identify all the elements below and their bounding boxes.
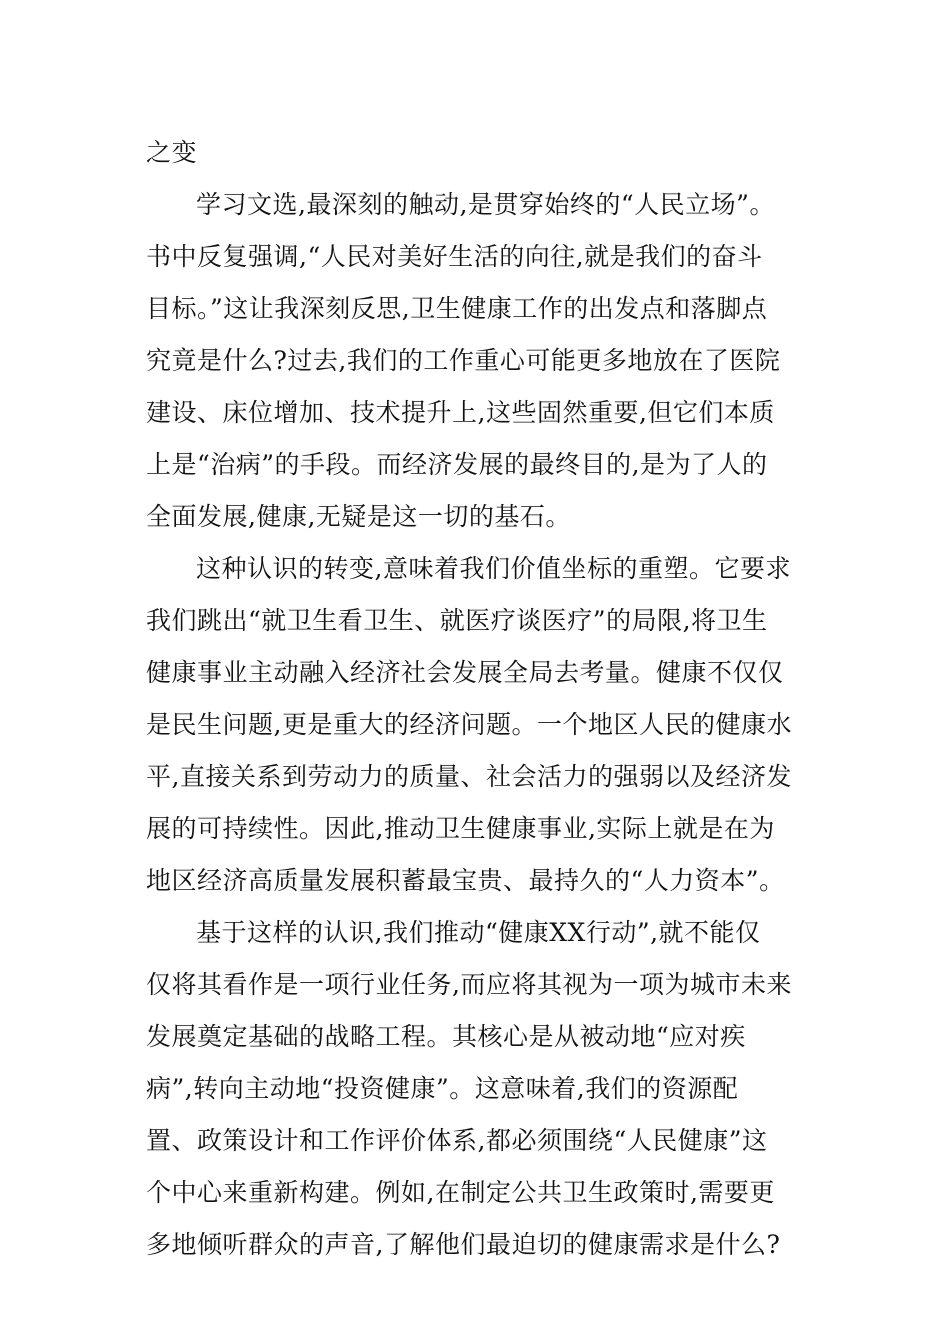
text-line: 我们跳出“就卫生看卫生、就医疗谈医疗”的局限,将卫生 bbox=[146, 606, 768, 635]
text-line: 基于这样的认识,我们推动“健康XX行动”,就不能仅 bbox=[196, 918, 761, 947]
text-line: 发展奠定基础的战略工程。其核心是从被动地“应对疾 bbox=[146, 1022, 746, 1051]
text-line: 目标。”这让我深刻反思,卫生健康工作的出发点和落脚点 bbox=[146, 294, 768, 323]
text-line: 上是“治病”的手段。而经济发展的最终目的,是为了人的 bbox=[146, 450, 768, 479]
text-line: 病”,转向主动地“投资健康”。这意味着,我们的资源配 bbox=[146, 1074, 739, 1103]
text-line: 展的可持续性。因此,推动卫生健康事业,实际上就是在为 bbox=[146, 814, 775, 843]
text-line: 个中心来重新构建。例如,在制定公共卫生政策时,需要更 bbox=[146, 1178, 775, 1207]
text-line: 是民生问题,更是重大的经济问题。一个地区人民的健康水 bbox=[146, 710, 792, 739]
text-line: 之变 bbox=[146, 138, 198, 167]
text-line: 学习文选,最深刻的触动,是贯穿始终的“人民立场”。 bbox=[196, 190, 775, 219]
text-line: 置、政策设计和工作评价体系,都必须围绕“人民健康”这 bbox=[146, 1126, 768, 1155]
text-line: 平,直接关系到劳动力的质量、社会活力的强弱以及经济发 bbox=[146, 762, 792, 791]
text-line: 全面发展,健康,无疑是这一切的基石。 bbox=[146, 502, 571, 531]
text-line: 健康事业主动融入经济社会发展全局去考量。健康不仅仅 bbox=[146, 658, 784, 687]
body-text bbox=[146, 127, 846, 1271]
text-line: 仅将其看作是一项行业任务,而应将其视为一项为城市未来 bbox=[146, 970, 792, 999]
text-line: 这种认识的转变,意味着我们价值坐标的重塑。它要求 bbox=[196, 554, 791, 583]
text-line: 建设、床位增加、技术提升上,这些固然重要,但它们本质 bbox=[146, 398, 775, 427]
text-line: 地区经济高质量发展积蓄最宝贵、最持久的“人力资本”。 bbox=[146, 866, 785, 895]
text-line: 书中反复强调,“人民对美好生活的向往,就是我们的奋斗 bbox=[146, 242, 763, 271]
text-line: 究竟是什么?过去,我们的工作重心可能更多地放在了医院 bbox=[146, 346, 781, 375]
text-line: 多地倾听群众的声音,了解他们最迫切的健康需求是什么? bbox=[146, 1230, 781, 1259]
